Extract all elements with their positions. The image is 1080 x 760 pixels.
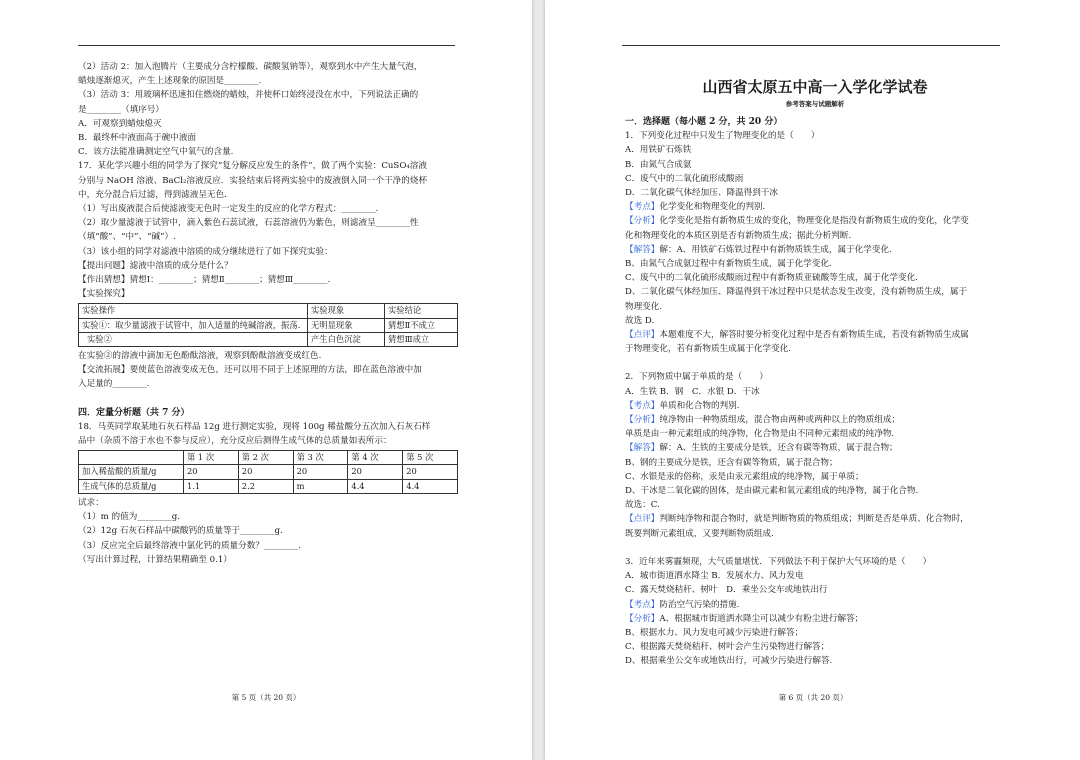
table-header: 实验操作 — [79, 304, 308, 318]
page-footer: 第 6 页（共 20 页） — [778, 693, 848, 702]
table-header: 第 1 次 — [184, 451, 239, 465]
table-cell: 20 — [184, 465, 239, 479]
page-title: 山西省太原五中高一入学化学试卷 — [702, 78, 928, 96]
text-line: 是________（填序号） — [78, 104, 164, 115]
page-5-content — [78, 60, 458, 567]
text-line: （1）写出废液混合后使滤液变无色时一定发生的反应的化学方程式：________. — [78, 204, 379, 215]
answer-tag: 【解答】 — [625, 443, 660, 454]
text-line: B、根据水力、风力发电可减少污染进行解答； — [625, 627, 804, 638]
table-cell: 20 — [293, 465, 348, 479]
table-cell: 猜想Ⅱ不成立 — [385, 318, 458, 332]
header-rule — [78, 45, 455, 46]
table-cell: 4.4 — [403, 479, 458, 493]
text-line: （2）12g 石灰石样品中碳酸钙的质量等于________g. — [78, 526, 283, 537]
text-line: （写出计算过程，计算结果精确至 0.1） — [78, 554, 232, 565]
text-line: D、根据乘坐公交车或地铁出行，可减少污染进行解答. — [625, 656, 833, 667]
table-cell: 猜想Ⅲ成立 — [385, 332, 458, 346]
answer-tag: 【分析】 — [625, 415, 660, 426]
table-header: 第 5 次 — [403, 451, 458, 465]
text-line: D．二氧化碳气体经加压、降温得到干冰 — [625, 188, 778, 199]
answer-tag: 【分析】 — [625, 613, 660, 624]
table-header: 第 2 次 — [238, 451, 293, 465]
section-heading: 四．定量分析题（共 7 分） — [78, 407, 190, 418]
text-line: 【交流拓展】要使蓝色溶液变成无色，还可以用不同于上述原理的方法，即在蓝色溶液中加 — [78, 365, 422, 376]
text-line: 分别与 NaOH 溶液、BaCl₂溶液反应．实验结束后将两实验中的废液倒入同一个干净的烧杯 — [78, 175, 428, 186]
document-page-5 — [0, 0, 532, 760]
text-line: 【考点】防治空气污染的措施. — [625, 599, 740, 610]
text-line: D、干冰是二氧化碳的固体，是由碳元素和氧元素组成的纯净物，属于化合物. — [625, 486, 919, 497]
text-line: （2）取少量滤液于试管中，滴入紫色石蕊试液，石蕊溶液仍为紫色，则滤液呈________性 — [78, 218, 419, 229]
table-header: 第 3 次 — [293, 451, 348, 465]
page-6-content — [625, 60, 1005, 669]
text-line: （3）活动 3：用玻璃杯迅速扣住燃烧的蜡烛，并使杯口始终浸没在水中，下列说法正确的 — [78, 90, 419, 101]
text-line: B、钢的主要成分是铁，还含有碳等物质，属于混合物； — [625, 457, 838, 468]
text-line: 3．近年来雾霾频现，大气质量堪忧．下列做法不利于保护大气环境的是（ ） — [625, 556, 932, 567]
data-table — [78, 450, 458, 494]
table-cell: 生成气体的总质量/g — [79, 479, 184, 493]
table-cell: 无明显现象 — [308, 318, 385, 332]
text-line: C、根据露天焚烧秸秆、树叶会产生污染物进行解答； — [625, 642, 830, 653]
text-line: C、水银是汞的俗称，汞是由汞元素组成的纯净物，属于单质； — [625, 471, 864, 482]
text-line: 【分析】纯净物由一种物质组成，混合物由两种或两种以上的物质组成； — [625, 415, 901, 426]
text-line: 【点评】本题难度不大，解答时要分析变化过程中是否有新物质生成，若没有新物质生成属 — [625, 330, 969, 341]
text-line: C、废气中的二氧化硫形成酸雨过程中有新物质亚硫酸等生成，属于化学变化. — [625, 273, 918, 284]
header-rule — [622, 45, 1000, 46]
text-line: 1．下列变化过程中只发生了物理变化的是（ ） — [625, 131, 820, 142]
table-cell: m — [293, 479, 348, 493]
answer-tag: 【点评】 — [625, 330, 660, 341]
table-cell: 加入稀盐酸的质量/g — [79, 465, 184, 479]
text-line: 化和物理变化的本质区别是否有新物质生成；据此分析判断. — [625, 230, 852, 241]
text-line: 【点评】判断纯净物和混合物时，就是判断物质的物质组成；判断是否是单质、化合物时， — [625, 514, 969, 525]
text-line: C．该方法能准确测定空气中氧气的含量. — [78, 147, 234, 158]
document-page-6 — [545, 0, 1080, 760]
page-footer: 第 5 页（共 20 页） — [231, 693, 301, 702]
text-line: C．废气中的二氧化硫形成酸雨 — [625, 173, 744, 184]
answer-tag: 【考点】 — [625, 599, 660, 610]
text-line: C．露天焚烧秸秆、树叶 D．乘坐公交车或地铁出行 — [625, 585, 828, 596]
page-subtitle: 参考答案与试题解析 — [785, 100, 845, 108]
text-line: D、二氧化碳气体经加压、降温得到干冰过程中只是状态发生改变，没有新物质生成，属于 — [625, 287, 968, 298]
text-line: 物理变化. — [625, 301, 663, 312]
text-line: 中，充分混合后过滤，得到滤液呈无色． — [78, 189, 233, 200]
text-line: B．最终杯中液面高于碗中液面 — [78, 133, 197, 144]
text-line: （3）反应完全后最终溶液中氯化钙的质量分数？________. — [78, 540, 302, 551]
table-header — [79, 451, 184, 465]
text-line: 17．某化学兴趣小组的同学为了探究“复分解反应发生的条件”，做了两个实验：CuSO₄溶液 — [78, 161, 427, 172]
text-line: 【提出问题】滤液中溶质的成分是什么？ — [78, 260, 233, 271]
text-line: A．可观察到蜡烛熄灭 — [78, 118, 162, 129]
text-line: 试求： — [78, 497, 104, 508]
experiment-table — [78, 303, 458, 347]
text-line: （2）活动 2：加入泡腾片（主要成分含柠檬酸、碳酸氢钠等），观察到水中产生大量气泡， — [78, 62, 423, 72]
text-line: 【解答】解：A、用铁矿石炼铁过程中有新物质铁生成，属于化学变化. — [625, 244, 892, 255]
text-line: 品中（杂质不溶于水也不参与反应），充分反应后测得生成气体的总质量如表所示： — [78, 436, 392, 447]
text-line: B、由氮气合成氨过程中有新物质生成，属于化学变化. — [625, 259, 832, 270]
text-line: 故选 D. — [625, 315, 655, 326]
text-line: A．用铁矿石炼铁 — [625, 145, 692, 156]
answer-tag: 【点评】 — [625, 514, 660, 525]
text-line: 【解答】解：A、生铁的主要成分是铁，还含有碳等物质，属于混合物； — [625, 443, 898, 454]
table-cell: 2.2 — [238, 479, 293, 493]
text-line: 入足量的________. — [78, 379, 150, 390]
text-line: 既要判断元素组成，又要判断物质组成. — [625, 528, 774, 539]
table-cell: 4.4 — [348, 479, 403, 493]
text-line: 【分析】化学变化是指有新物质生成的变化，物理变化是指没有新物质生成的变化，化学变 — [625, 216, 969, 227]
text-line: 【作出猜想】猜想Ⅰ：________；猜想Ⅱ________；猜想Ⅲ________. — [78, 275, 331, 286]
text-line: 于物理变化，若有新物质生成属于化学变化. — [625, 344, 792, 355]
answer-tag: 【解答】 — [625, 244, 660, 255]
text-line: 【分析】A、根据城市街道洒水降尘可以减少有粉尘进行解答； — [625, 613, 864, 624]
table-header: 实验结论 — [385, 304, 458, 318]
text-line: 单质是由一种元素组成的纯净物，化合物是由不同种元素组成的纯净物. — [625, 429, 895, 440]
table-header: 实验现象 — [308, 304, 385, 318]
text-line: 2．下列物质中属于单质的是（ ） — [625, 372, 768, 383]
text-line: （填“酸”、“中”、“碱”）. — [78, 232, 176, 243]
table-cell: 20 — [238, 465, 293, 479]
text-line: A．生铁 B．钢 C．水银 D．干冰 — [625, 386, 760, 397]
table-cell: 20 — [348, 465, 403, 479]
text-line: 【实验探究】 — [78, 289, 130, 300]
text-line: 18．马英同学取某地石灰石样品 12g 进行测定实验，现将 100g 稀盐酸分五次加入石灰石样 — [78, 421, 431, 432]
text-line: （3）该小组的同学对滤液中溶质的成分继续进行了如下探究实验： — [78, 246, 333, 257]
table-header: 第 4 次 — [348, 451, 403, 465]
text-line: 【考点】单质和化合物的判别. — [625, 400, 740, 411]
text-line: （1）m 的值为________g. — [78, 512, 180, 523]
table-cell: 实验② — [79, 332, 308, 346]
table-cell: 20 — [403, 465, 458, 479]
answer-tag: 【考点】 — [625, 400, 660, 411]
table-cell: 1.1 — [184, 479, 239, 493]
table-cell: 产生白色沉淀 — [308, 332, 385, 346]
text-line: 蜡烛逐渐熄灭，产生上述现象的原因是________. — [78, 76, 262, 87]
answer-tag: 【分析】 — [625, 216, 660, 227]
text-line: 【考点】化学变化和物理变化的判别. — [625, 202, 766, 213]
answer-tag: 【考点】 — [625, 202, 660, 213]
table-cell: 实验①：取少量滤液于试管中，加入适量的纯碱溶液，振荡. — [79, 318, 308, 332]
text-line: B．由氮气合成氨 — [625, 159, 692, 170]
text-line: 在实验②的溶液中滴加无色酚酞溶液，观察到酚酞溶液变成红色. — [78, 351, 322, 362]
text-line: A．城市街道洒水降尘 B．发展水力、风力发电 — [625, 571, 804, 582]
section-heading: 一．选择题（每小题 2 分，共 20 分） — [625, 117, 783, 127]
text-line: 故选：C. — [625, 500, 660, 511]
